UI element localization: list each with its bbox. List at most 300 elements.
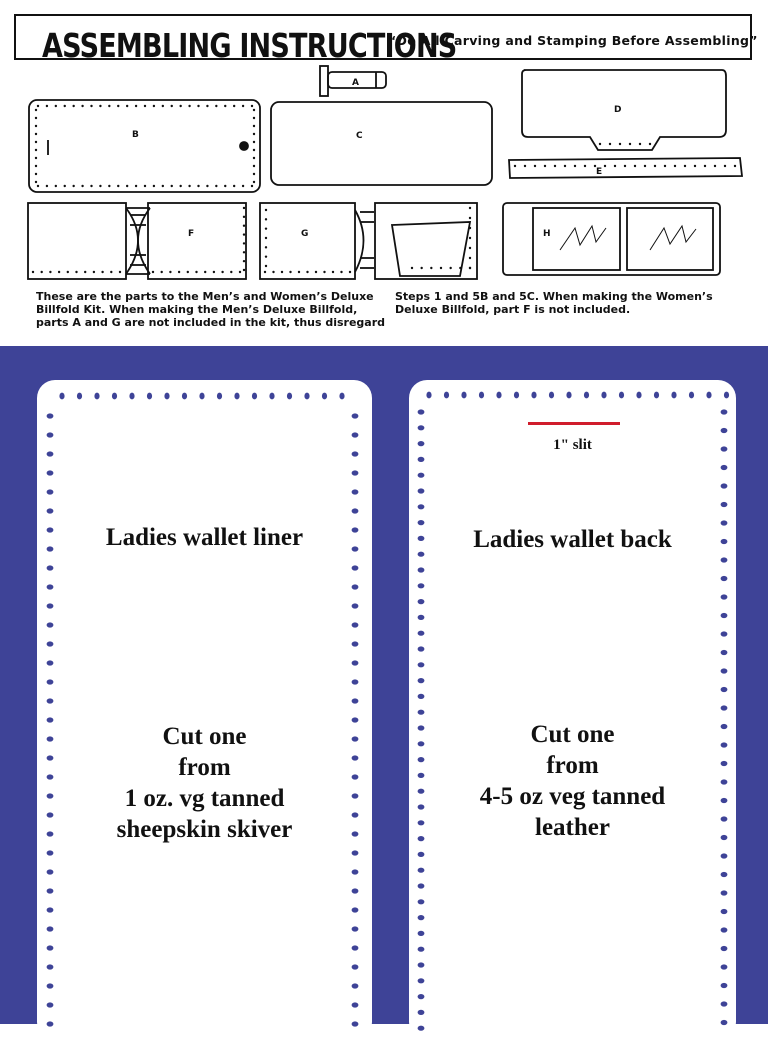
part-b-label: B (132, 130, 139, 140)
stitch-dot (251, 105, 253, 107)
stitch-hole (147, 393, 152, 400)
stitch-dot (161, 271, 163, 273)
stitch-dot (206, 105, 208, 107)
stitch-dot (594, 165, 596, 167)
stitch-hole (352, 508, 359, 513)
stitch-hole (721, 557, 728, 562)
stitch-hole (47, 489, 54, 494)
stitch-hole (47, 451, 54, 456)
stitch-hole (304, 393, 309, 400)
stitch-dot (265, 265, 267, 267)
stitch-hole (721, 964, 728, 969)
stitch-hole (418, 567, 425, 572)
stitch-hole (47, 565, 54, 570)
stitch-dot (215, 185, 217, 187)
stitch-hole (287, 393, 292, 400)
stitch-hole (418, 646, 425, 651)
stitch-dot (35, 149, 37, 151)
stitch-hole (721, 909, 728, 914)
stitch-hole (47, 432, 54, 437)
stitch-dot (58, 271, 60, 273)
stitch-dot (469, 257, 471, 259)
stitch-hole (418, 694, 425, 699)
stitch-hole (339, 393, 344, 400)
stitch-hole (47, 470, 54, 475)
stitch-dot (35, 109, 37, 111)
stitch-hole (418, 662, 425, 667)
stitch-dot (253, 125, 255, 127)
stitch-dot (534, 165, 536, 167)
stitch-hole (47, 888, 54, 893)
stitch-dot (629, 143, 631, 145)
stitch-dot (684, 165, 686, 167)
caption-left-line: Billfold Kit. When making the Men’s Deluxe Billfold, (36, 303, 358, 316)
stitch-hole (531, 392, 536, 399)
stitch-dot (469, 227, 471, 229)
stitch-dot (469, 237, 471, 239)
stitch-dot (35, 165, 37, 167)
stitch-hole (418, 504, 425, 509)
stitch-hole (352, 679, 359, 684)
stitch-dot (35, 117, 37, 119)
stitch-hole (352, 470, 359, 475)
stitch-hole (721, 520, 728, 525)
stitch-dot (162, 105, 164, 107)
stitch-dot (564, 165, 566, 167)
stitch-dot (99, 185, 101, 187)
stitch-dot (714, 165, 716, 167)
back-instructions (409, 719, 736, 843)
stitch-dot (469, 217, 471, 219)
stitch-hole (352, 622, 359, 627)
stitch-hole (514, 392, 519, 399)
stitch-hole (47, 413, 54, 418)
stitch-hole (418, 583, 425, 588)
stitch-hole (601, 392, 606, 399)
caption-right-line: Steps 1 and 5B and 5C. When making the Women’s (395, 290, 713, 303)
stitch-dot (340, 271, 342, 273)
stitch-dot (243, 260, 245, 262)
stitch-dot (281, 271, 283, 273)
stitch-hole (164, 393, 169, 400)
stitch-hole (352, 565, 359, 570)
stitch-hole (352, 603, 359, 608)
stitch-dot (253, 173, 255, 175)
stitch-hole (352, 698, 359, 703)
stitch-dot (639, 143, 641, 145)
caption-right-line: Deluxe Billfold, part F is not included. (395, 303, 631, 316)
stitch-hole (479, 392, 484, 399)
stitch-hole (352, 945, 359, 950)
stitch-dot (242, 185, 244, 187)
stitch-hole (418, 868, 425, 873)
stitch-dot (649, 143, 651, 145)
liner-instruction-line: Cut one (162, 723, 247, 750)
stitch-hole (418, 899, 425, 904)
stitch-dot (119, 271, 121, 273)
back-title: Ladies wallet back (473, 526, 672, 553)
stitch-hole (47, 584, 54, 589)
stitch-dot (72, 105, 74, 107)
part-g-label: G (301, 229, 309, 239)
stitch-dot (233, 105, 235, 107)
stitch-dot (298, 271, 300, 273)
stitch-hole (721, 927, 728, 932)
liner-pattern-card (37, 380, 372, 1040)
stitch-dot (253, 141, 255, 143)
stitch-dot (108, 105, 110, 107)
stitch-dot (449, 267, 451, 269)
stitch-hole (689, 392, 694, 399)
stitch-hole (47, 945, 54, 950)
stitch-dot (734, 165, 736, 167)
parts-diagram (0, 60, 768, 290)
stitch-dot (224, 185, 226, 187)
stitch-dot (694, 165, 696, 167)
back-instruction-line: leather (535, 814, 610, 841)
stitch-dot (41, 271, 43, 273)
part-c-label: C (356, 131, 363, 141)
stitch-dot (117, 185, 119, 187)
title-box (14, 14, 758, 65)
part-b-drawing (29, 100, 260, 192)
stitch-dot (35, 181, 37, 183)
stitch-dot (574, 165, 576, 167)
stitch-dot (265, 255, 267, 257)
stitch-dot (32, 271, 34, 273)
part-h-label: H (543, 229, 551, 239)
stitch-hole (418, 520, 425, 525)
stitch-dot (81, 185, 83, 187)
stitch-dot (108, 185, 110, 187)
stitch-dot (144, 105, 146, 107)
stitch-hole (352, 413, 359, 418)
stitch-dot (664, 165, 666, 167)
stitch-hole (671, 392, 676, 399)
stitch-hole (47, 508, 54, 513)
stitch-hole (352, 489, 359, 494)
stitch-dot (162, 185, 164, 187)
stitch-dot (584, 165, 586, 167)
stitch-dot (37, 185, 39, 187)
stitch-dot (37, 105, 39, 107)
stitch-dot (101, 271, 103, 273)
stitch-dot (117, 105, 119, 107)
stitch-dot (239, 271, 241, 273)
stitch-hole (721, 946, 728, 951)
stitch-hole (322, 393, 327, 400)
stitch-hole (418, 488, 425, 493)
stitch-hole (352, 660, 359, 665)
stitch-dot (272, 271, 274, 273)
stitch-hole (47, 850, 54, 855)
stitch-hole (129, 393, 134, 400)
stitch-hole (721, 502, 728, 507)
stitch-dot (81, 105, 83, 107)
stitch-dot (609, 143, 611, 145)
stitch-hole (418, 947, 425, 952)
stitch-dot (195, 271, 197, 273)
stitch-hole (418, 473, 425, 478)
part-h-drawing (503, 203, 720, 275)
stitch-hole (47, 679, 54, 684)
stitch-hole (721, 668, 728, 673)
stitch-dot (152, 271, 154, 273)
part-e-label: E (596, 167, 603, 177)
stitch-dot (253, 165, 255, 167)
stitch-dot (624, 165, 626, 167)
stitch-hole (59, 393, 64, 400)
part-d-label: D (614, 105, 622, 115)
stitch-dot (213, 271, 215, 273)
stitch-hole (636, 392, 641, 399)
stitch-hole (47, 622, 54, 627)
stitch-dot (524, 165, 526, 167)
stitch-hole (721, 594, 728, 599)
stitch-hole (721, 1001, 728, 1006)
stitch-dot (90, 105, 92, 107)
stitch-dot (554, 165, 556, 167)
stitch-hole (352, 432, 359, 437)
stitch-hole (721, 576, 728, 581)
stitch-dot (144, 185, 146, 187)
stitch-hole (724, 392, 729, 399)
stitch-hole (418, 852, 425, 857)
stitch-hole (199, 393, 204, 400)
stitch-hole (352, 869, 359, 874)
stitch-hole (77, 393, 82, 400)
part-d-drawing (522, 70, 726, 150)
stitch-dot (253, 133, 255, 135)
stitch-hole (418, 883, 425, 888)
stitch-dot (459, 267, 461, 269)
stitch-dot (178, 271, 180, 273)
stitch-hole (352, 983, 359, 988)
stitch-dot (204, 271, 206, 273)
stitch-dot (35, 141, 37, 143)
stitch-hole (418, 1026, 425, 1031)
stitch-hole (269, 393, 274, 400)
stitch-dot (99, 105, 101, 107)
stitch-dot (90, 185, 92, 187)
caption-left (36, 290, 385, 329)
stitch-dot (724, 165, 726, 167)
liner-instructions (37, 721, 372, 845)
stitch-dot (514, 165, 516, 167)
back-stitch-holes (409, 380, 736, 1040)
stitch-dot (243, 233, 245, 235)
stitch-dot (46, 185, 48, 187)
stitch-hole (418, 631, 425, 636)
part-a-label: A (352, 78, 359, 88)
stitch-dot (654, 165, 656, 167)
stitch-hole (706, 392, 711, 399)
stitch-dot (243, 216, 245, 218)
stitch-hole (721, 1020, 728, 1025)
stitch-dot (215, 105, 217, 107)
stitch-hole (352, 1021, 359, 1026)
stitch-dot (188, 105, 190, 107)
stitch-hole (418, 710, 425, 715)
stitch-dot (243, 242, 245, 244)
stitch-dot (110, 271, 112, 273)
stitch-hole (352, 964, 359, 969)
stitch-hole (418, 678, 425, 683)
stitch-dot (253, 109, 255, 111)
stitch-hole (721, 983, 728, 988)
stitch-hole (47, 660, 54, 665)
stitch-dot (230, 271, 232, 273)
stitch-hole (352, 584, 359, 589)
stitch-dot (93, 271, 95, 273)
slit-line (528, 422, 620, 425)
stitch-dot (55, 185, 57, 187)
liner-instruction-line: from (178, 754, 231, 781)
stitch-hole (721, 409, 728, 414)
stitch-hole (426, 392, 431, 399)
stitch-dot (619, 143, 621, 145)
back-instruction-line: from (546, 752, 599, 779)
stitch-dot (84, 271, 86, 273)
stitch-hole (549, 392, 554, 399)
stitch-hole (721, 428, 728, 433)
stitch-hole (619, 392, 624, 399)
stitch-dot (253, 157, 255, 159)
liner-stitch-holes (37, 380, 372, 1040)
stitch-dot (169, 271, 171, 273)
stitch-hole (721, 853, 728, 858)
stitch-dot (197, 105, 199, 107)
stitch-hole (217, 393, 222, 400)
stitch-hole (182, 393, 187, 400)
stitch-dot (323, 271, 325, 273)
stitch-dot (253, 149, 255, 151)
stitch-hole (584, 392, 589, 399)
stitch-dot (243, 225, 245, 227)
stitch-hole (352, 641, 359, 646)
stitch-dot (188, 185, 190, 187)
caption-right (395, 290, 713, 316)
stitch-dot (242, 105, 244, 107)
liner-instruction-line: sheepskin skiver (116, 816, 293, 843)
stitch-dot (187, 271, 189, 273)
stitch-hole (721, 890, 728, 895)
stitch-hole (654, 392, 659, 399)
stitch-hole (352, 451, 359, 456)
stitch-hole (47, 964, 54, 969)
slit-label: 1" slit (553, 437, 592, 453)
stitch-dot (253, 117, 255, 119)
stitch-hole (721, 705, 728, 710)
stitch-dot (224, 105, 226, 107)
liner-title: Ladies wallet liner (105, 524, 304, 551)
stitch-hole (47, 698, 54, 703)
stitch-dot (126, 185, 128, 187)
stitch-hole (461, 392, 466, 399)
stitch-hole (418, 1010, 425, 1015)
stitch-hole (496, 392, 501, 399)
stitch-hole (234, 393, 239, 400)
stitch-dot (674, 165, 676, 167)
stitch-hole (721, 613, 728, 618)
stitch-hole (418, 599, 425, 604)
stitch-hole (47, 926, 54, 931)
stitch-dot (35, 157, 37, 159)
stitch-dot (72, 185, 74, 187)
stitch-dot (197, 185, 199, 187)
stitch-hole (721, 650, 728, 655)
stitch-hole (47, 907, 54, 912)
stitch-hole (418, 962, 425, 967)
stitch-dot (544, 165, 546, 167)
stitch-dot (411, 267, 413, 269)
stitch-dot (332, 271, 334, 273)
stitch-hole (47, 1021, 54, 1026)
stitch-dot (349, 271, 351, 273)
stitch-hole (352, 888, 359, 893)
stitch-dot (614, 165, 616, 167)
stitch-hole (112, 393, 117, 400)
stitch-dot (153, 105, 155, 107)
stitch-dot (35, 173, 37, 175)
stitch-hole (721, 631, 728, 636)
stitch-dot (604, 165, 606, 167)
stitch-hole (94, 393, 99, 400)
back-instruction-line: 4-5 oz veg tanned (479, 783, 666, 810)
stitch-dot (35, 133, 37, 135)
stitch-hole (47, 603, 54, 608)
stitch-dot (243, 269, 245, 271)
stitch-dot (469, 267, 471, 269)
stitch-dot (49, 271, 51, 273)
stitch-hole (721, 465, 728, 470)
liner-instruction-line: 1 oz. vg tanned (124, 785, 285, 812)
stitch-dot (206, 185, 208, 187)
stitch-dot (420, 267, 422, 269)
stitch-hole (418, 615, 425, 620)
stitch-hole (721, 872, 728, 877)
stitch-hole (352, 1002, 359, 1007)
stitch-hole (252, 393, 257, 400)
part-g-drawing (260, 203, 477, 279)
back-pattern-card (409, 380, 736, 1040)
stitch-dot (55, 105, 57, 107)
stitch-dot (469, 207, 471, 209)
part-e-drawing (509, 158, 742, 178)
page-title: ASSEMBLING INSTRUCTIONS (42, 26, 457, 65)
stitch-hole (47, 641, 54, 646)
stitch-dot (135, 185, 137, 187)
stitch-dot (430, 267, 432, 269)
stitch-hole (418, 994, 425, 999)
stitch-dot (440, 267, 442, 269)
stitch-hole (418, 915, 425, 920)
stitch-dot (469, 247, 471, 249)
stitch-hole (47, 983, 54, 988)
stitch-dot (243, 207, 245, 209)
stitch-dot (306, 271, 308, 273)
stitch-dot (221, 271, 223, 273)
stitch-dot (265, 246, 267, 248)
stitch-dot (126, 105, 128, 107)
stitch-dot (67, 271, 69, 273)
stitch-dot (64, 105, 66, 107)
stitch-dot (135, 105, 137, 107)
stitch-dot (704, 165, 706, 167)
stitch-dot (243, 251, 245, 253)
stitch-dot (251, 185, 253, 187)
stitch-dot (179, 105, 181, 107)
